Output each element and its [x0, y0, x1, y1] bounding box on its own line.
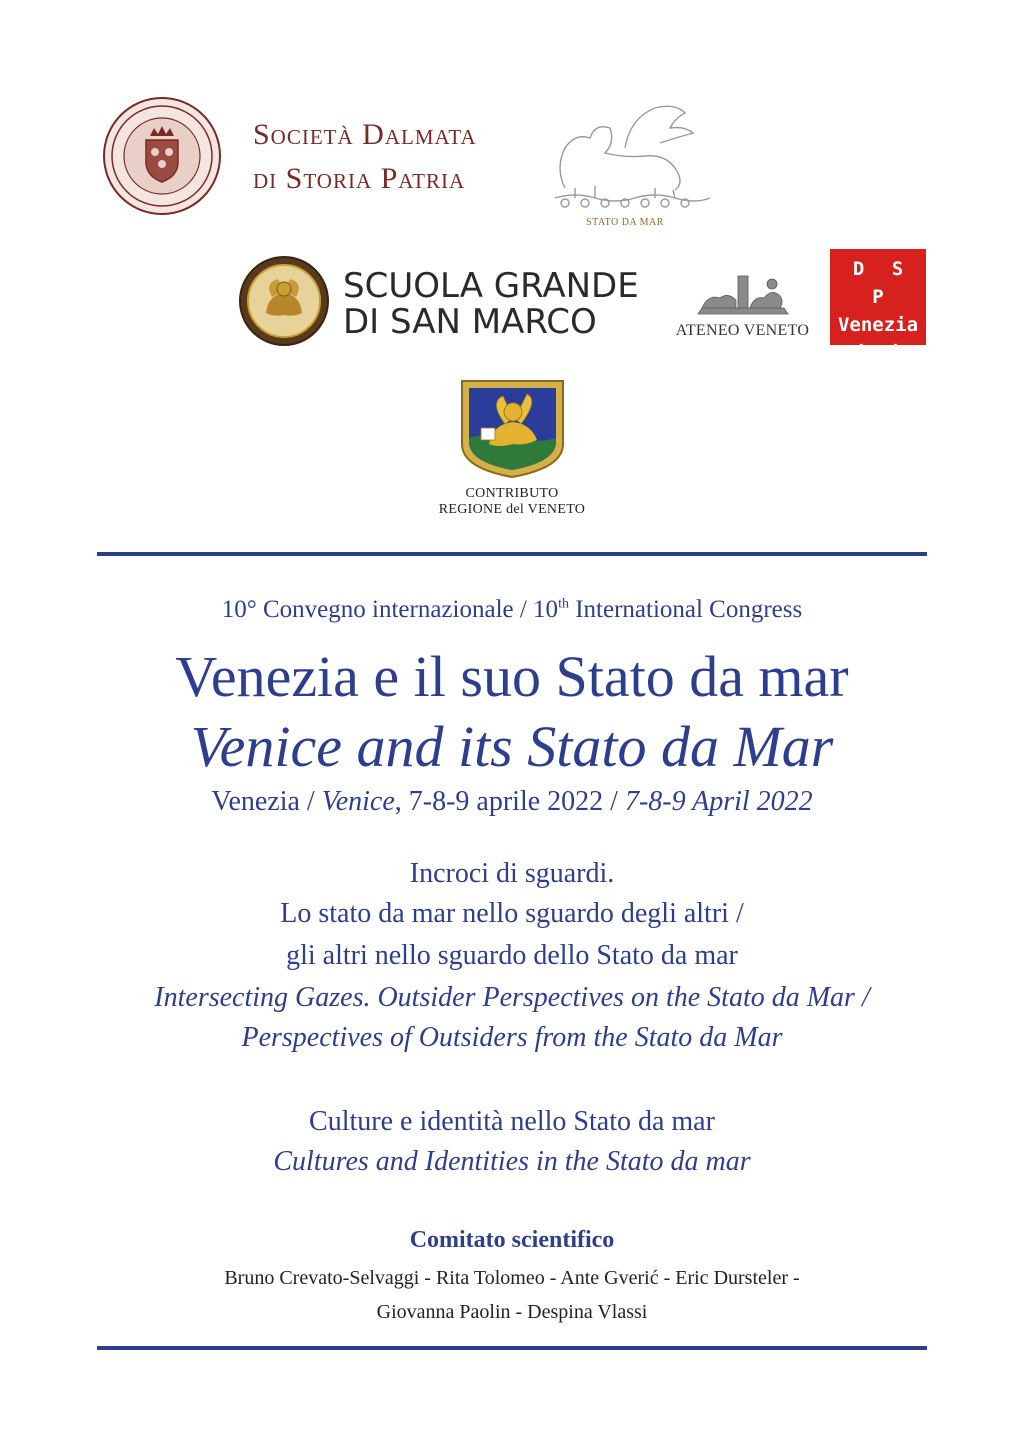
bottom-divider — [97, 1346, 927, 1350]
dsp-logo-line2: Venezia — [837, 314, 919, 336]
dsp-logo-line3: Giulia — [843, 342, 913, 364]
regione-line1: CONTRIBUTO — [465, 486, 559, 501]
theme-en-line2: Perspectives of Outsiders from the Stato da Mar — [241, 1022, 783, 1053]
scuola-name-line2: DI SAN MARCO — [343, 302, 597, 342]
dsp-logo-line1: D S P — [852, 258, 912, 308]
edition-it: 10° Convegno internazionale / 10 — [221, 596, 559, 623]
theme-it-line4: Culture e identità nello Stato da mar — [309, 1106, 715, 1137]
stato-da-mar-caption: STATO DA MAR — [586, 217, 664, 228]
winged-lion-logo — [535, 98, 715, 213]
edition-en: International Congress — [568, 596, 803, 623]
sdsp-seal-logo — [102, 96, 222, 216]
sdsp-name-line1: Società Dalmata — [253, 118, 477, 151]
sdsp-name-line2: di Storia Patria — [253, 162, 466, 195]
theme-it-line1: Incroci di sguardi. — [409, 858, 615, 889]
theme-it-line2: Lo stato da mar nello sguardo degli altri / — [280, 898, 744, 929]
committee-line1: Bruno Crevato-Selvaggi - Rita Tolomeo - Ante Gverić - Eric Dursteler - — [224, 1267, 800, 1289]
scuola-name-line1: SCUOLA GRANDE — [343, 266, 639, 306]
dsp-logo — [830, 249, 926, 364]
theme-en-line3: Cultures and Identities in the Stato da mar — [273, 1146, 751, 1177]
date-en-city: Venice — [321, 786, 395, 817]
title-italian: Venezia e il suo Stato da mar — [175, 644, 849, 709]
committee-title: Comitato scientifico — [409, 1227, 615, 1253]
edition-sup: th — [558, 596, 569, 612]
congress-date — [0, 786, 1024, 818]
regione-line2: REGIONE del VENETO — [438, 502, 586, 517]
theme-it-line3: gli altri nello sguardo dello Stato da mar — [286, 940, 738, 971]
congress-edition — [0, 596, 1024, 624]
date-en: 7-8-9 April 2022 — [624, 786, 813, 817]
committee-line2: Giovanna Paolin - Despina Vlassi — [376, 1301, 648, 1323]
date-it: , 7-8-9 aprile 2022 / — [394, 786, 625, 817]
ateneo-name: ATENEO VENETO — [675, 322, 810, 339]
theme-en-line1: Intersecting Gazes. Outsider Perspectives on the Stato da Mar / — [154, 982, 870, 1013]
date-it-city: Venezia / — [211, 786, 322, 817]
regione-veneto-shield-logo — [459, 378, 566, 480]
top-divider — [97, 552, 927, 556]
title-english: Venice and its Stato da Mar — [190, 714, 834, 779]
scuola-seal-logo — [238, 255, 330, 347]
ateneo-emblem-logo — [688, 262, 798, 320]
